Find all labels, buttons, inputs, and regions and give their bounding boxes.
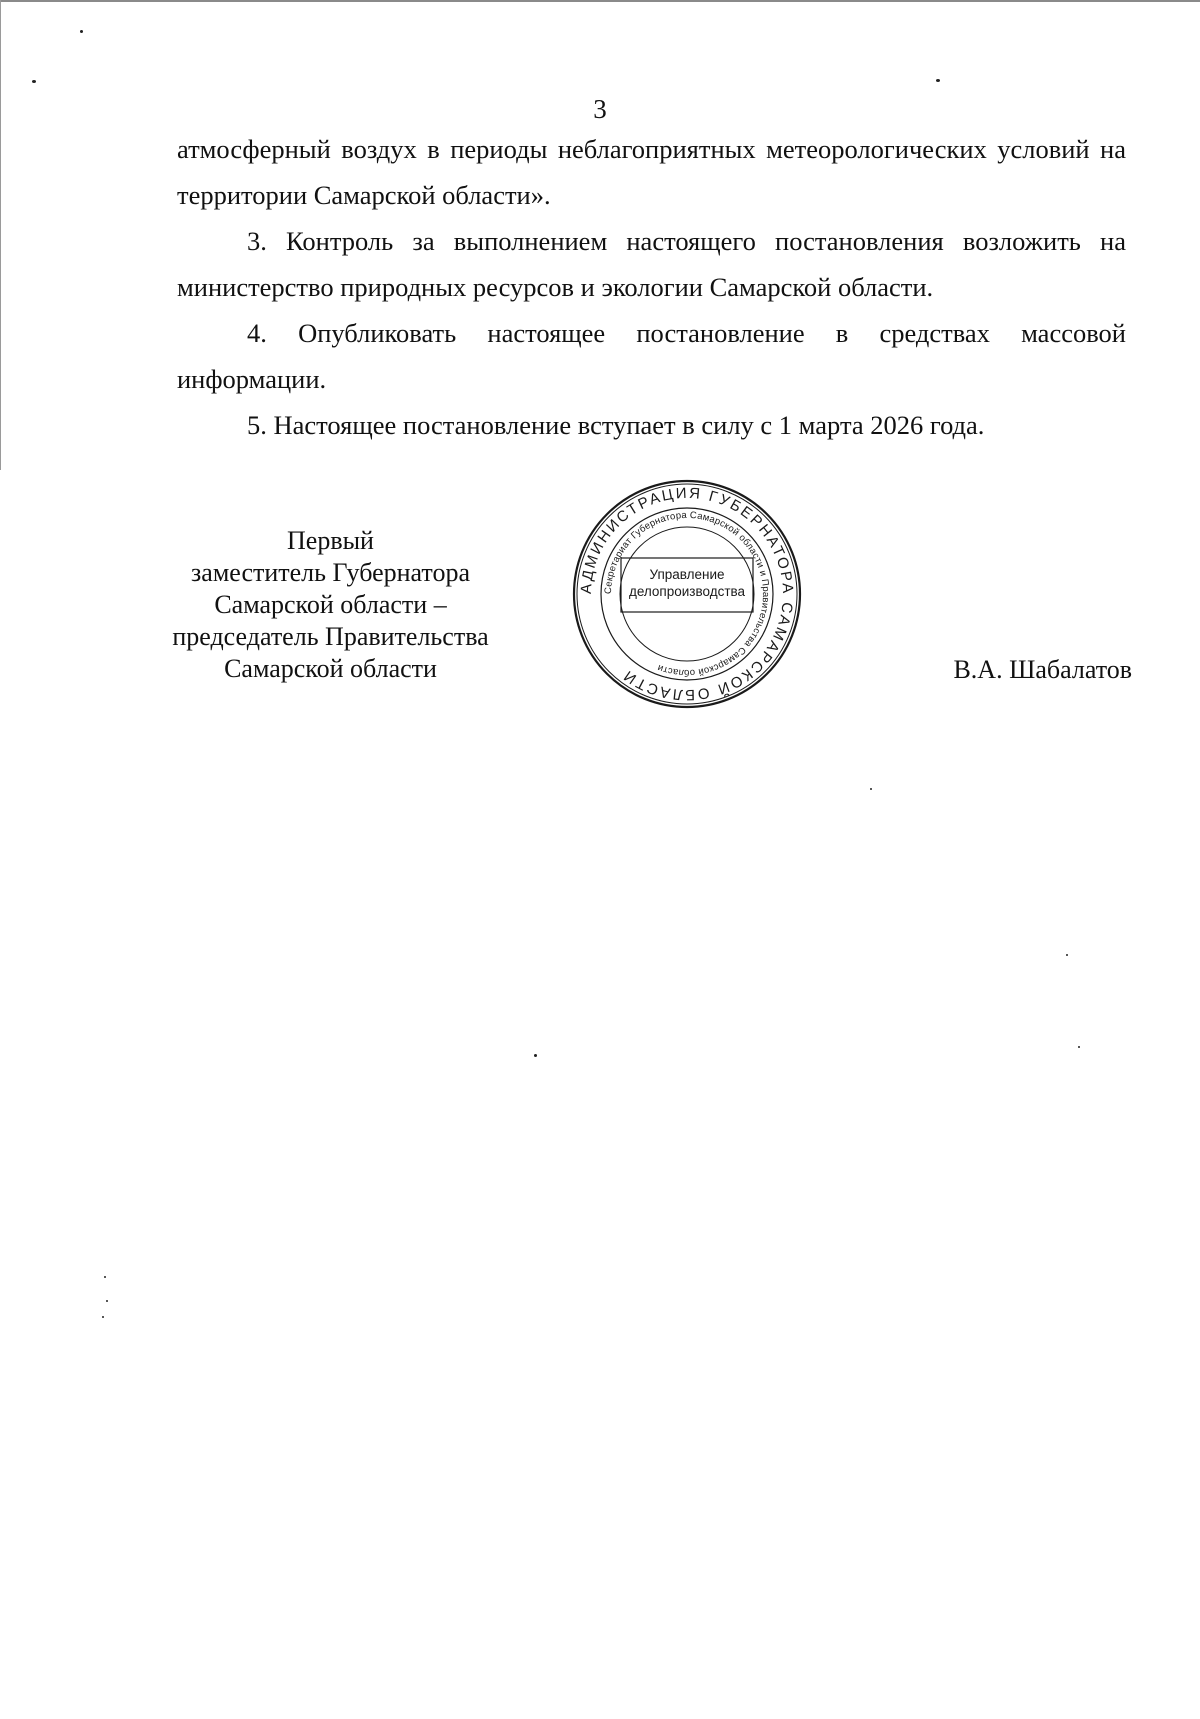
scan-speck bbox=[1078, 1046, 1080, 1048]
page-number: 3 bbox=[593, 94, 607, 124]
signatory-title-line: Первый bbox=[287, 526, 374, 555]
scan-speck bbox=[106, 1300, 108, 1302]
scan-speck bbox=[936, 79, 940, 82]
stamp-center-line: делопроизводства bbox=[628, 584, 746, 599]
signer-name: В.А. Шабалатов bbox=[953, 655, 1132, 684]
scan-speck bbox=[870, 788, 872, 790]
scan-speck bbox=[1066, 954, 1068, 956]
paragraph-continuation: атмосферный воздух в периоды неблагоприятных метеорологических условий на территории Самарской области». bbox=[177, 134, 1126, 210]
paragraph-item-3: 3. Контроль за выполнением настоящего постановления возложить на министерство природных ресурсов и экологии Самарской области. bbox=[177, 226, 1126, 302]
signatory-title-line: Самарской области – bbox=[214, 590, 447, 619]
stamp-outer-ring-text: АДМИНИСТРАЦИЯ ГУБЕРНАТОРА САМАРСКОЙ ОБЛАСТИ bbox=[577, 484, 797, 704]
stamp-center-line: Управление bbox=[649, 567, 725, 582]
scan-speck bbox=[104, 1276, 106, 1278]
scan-left-edge bbox=[0, 0, 1, 470]
scan-speck bbox=[80, 30, 83, 33]
stamp-center-text bbox=[621, 566, 753, 600]
paragraph-item-5: 5. Настоящее постановление вступает в силу с 1 марта 2026 года. bbox=[247, 410, 985, 440]
scan-speck bbox=[534, 1054, 537, 1057]
signatory-title-line: заместитель Губернатора bbox=[191, 558, 470, 587]
scan-top-edge bbox=[0, 0, 1200, 2]
scan-speck bbox=[32, 80, 36, 83]
stamp-inner-ring-text: Секретариат Губернатора Самарской области и Правительства Самарской области bbox=[602, 509, 772, 679]
official-stamp bbox=[571, 478, 803, 710]
document-body bbox=[177, 126, 1126, 448]
paragraph-item-4: 4. Опубликовать настоящее постановление в средствах массовой информации. bbox=[177, 318, 1126, 394]
scan-speck bbox=[102, 1316, 104, 1318]
signatory-title bbox=[148, 525, 513, 685]
signatory-title-line: Самарской области bbox=[224, 654, 437, 683]
signatory-title-line: председатель Правительства bbox=[172, 622, 489, 651]
